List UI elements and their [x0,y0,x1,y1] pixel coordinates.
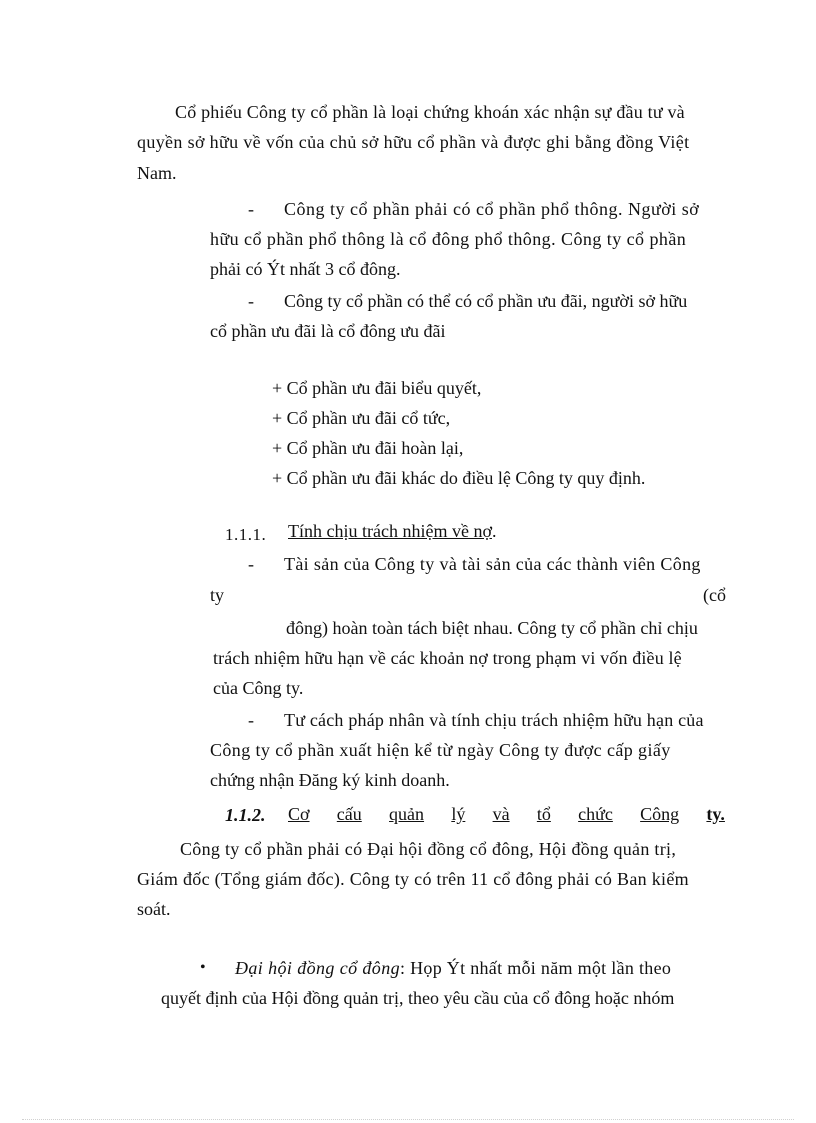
item1-line1-text: Công ty cổ phần phải có cổ phần phổ thông. Người sở [284,199,700,219]
dash-marker: - [248,199,254,219]
bullet-marker: • [200,959,206,976]
section-112-word: Cơ [288,804,310,824]
item1-line-1 [284,198,699,220]
plus-item-4: + Cổ phần ưu đãi khác do điều lệ Công ty quy định. [272,468,646,488]
page-bottom-dotted-rule [22,1119,794,1120]
section-112-title [288,803,725,825]
p1-line3-text: Nam. [137,163,177,183]
plus-item-3: + Cổ phần ưu đãi hoàn lại, [272,438,464,458]
item2-line-2 [210,320,445,342]
section-112-word: ty. [706,804,725,824]
item4-line3-text: chứng nhận Đăng ký kinh doanh. [210,770,450,790]
section-112-word: chức [578,804,613,824]
item2-line-1 [284,290,687,312]
item3-line-3 [286,617,698,639]
item3-line3-text: đông) hoàn toàn tách biệt nhau. Công ty cổ phần chỉ chịu [286,618,698,638]
section-111-number: 1.1.1. [225,525,267,544]
paragraph-1-line-2 [137,131,726,153]
bullet-item-line-1 [235,957,671,979]
bullet-italic-label: Đại hội đồng cổ đông [235,958,400,978]
item3-line-5 [213,677,303,699]
item1-line3-text: phải có Ýt nhất 3 cổ đông. [210,259,401,279]
item3-line1-text: Tài sản của Công ty và tài sản của các thành viên Công [284,554,701,574]
paragraph-2-line-2 [137,868,689,890]
item1-line-2 [210,228,686,250]
section-111-title: Tính chịu trách nhiệm về nợ [288,521,492,541]
section-112-word: lý [451,804,466,824]
p2-line3-text: soát. [137,899,171,919]
item4-line-1 [284,709,704,731]
section-112-word: quản [389,804,425,824]
dash-marker: - [248,710,254,730]
bullet-line2-text: quyết định của Hội đồng quản trị, theo yêu cầu của cổ đông hoặc nhóm [161,988,675,1008]
item3-line2-right: (cổ [703,585,726,605]
p2-line2-text: Giám đốc (Tổng giám đốc). Công ty có trên 11 cổ đông phải có Ban kiểm [137,869,689,889]
paragraph-1-line-3 [137,162,177,184]
paragraph-1-line-1 [175,101,726,123]
item4-line-2 [210,739,671,761]
section-112-number: 1.1.2. [225,805,266,825]
plus-item-2: + Cổ phần ưu đãi cổ tức, [272,408,451,428]
item3-line-2 [210,584,726,606]
p1-line1-text: Cổ phiếu Công ty cổ phần là loại chứng khoán xác nhận sự đầu tư và [175,102,685,122]
section-112-word: cấu [336,804,362,824]
bullet-item-line-2 [161,987,674,1009]
item3-line5-text: của Công ty. [213,678,304,698]
item3-line4-text: trách nhiệm hữu hạn về các khoản nợ trong phạm vi vốn điều lệ [213,648,682,668]
dash-marker: - [248,554,254,574]
dash-marker: - [248,291,254,311]
item2-line1-text: Công ty cổ phần có thể có cổ phần ưu đãi, người sở hữu [284,291,688,311]
bullet-line1-rest: : Họp Ýt nhất mỗi năm một lần theo [400,958,672,978]
section-111-title-period: . [491,521,497,541]
item4-line2-text: Công ty cổ phần xuất hiện kể từ ngày Công ty được cấp giấy [210,740,671,760]
item3-line-4 [213,647,682,669]
section-112-word: và [492,804,510,824]
item1-line-3 [210,258,400,280]
item1-line2-text: hữu cổ phần phổ thông là cổ đông phổ thông. Công ty cổ phần [210,229,687,249]
plus-item-1: + Cổ phần ưu đãi biểu quyết, [272,378,482,398]
item3-line2-left: ty [210,585,225,605]
item2-line2-text: cổ phần ưu đãi là cổ đông ưu đãi [210,321,446,341]
paragraph-2-line-1 [180,838,676,860]
p1-line2-text: quyền sở hữu về vốn của chủ sở hữu cổ phần và được ghi bằng đồng Việt [137,132,690,152]
paragraph-2-line-3 [137,898,171,920]
item4-line-3 [210,769,450,791]
p2-line1-text: Công ty cổ phần phải có Đại hội đồng cổ đông, Hội đồng quản trị, [180,839,677,859]
section-112-word: Công [640,804,680,824]
item4-line1-text: Tư cách pháp nhân và tính chịu trách nhiệm hữu hạn của [284,710,704,730]
section-112-word: tổ [536,804,551,824]
section-111-heading [288,520,496,542]
item3-line-1 [284,553,701,575]
